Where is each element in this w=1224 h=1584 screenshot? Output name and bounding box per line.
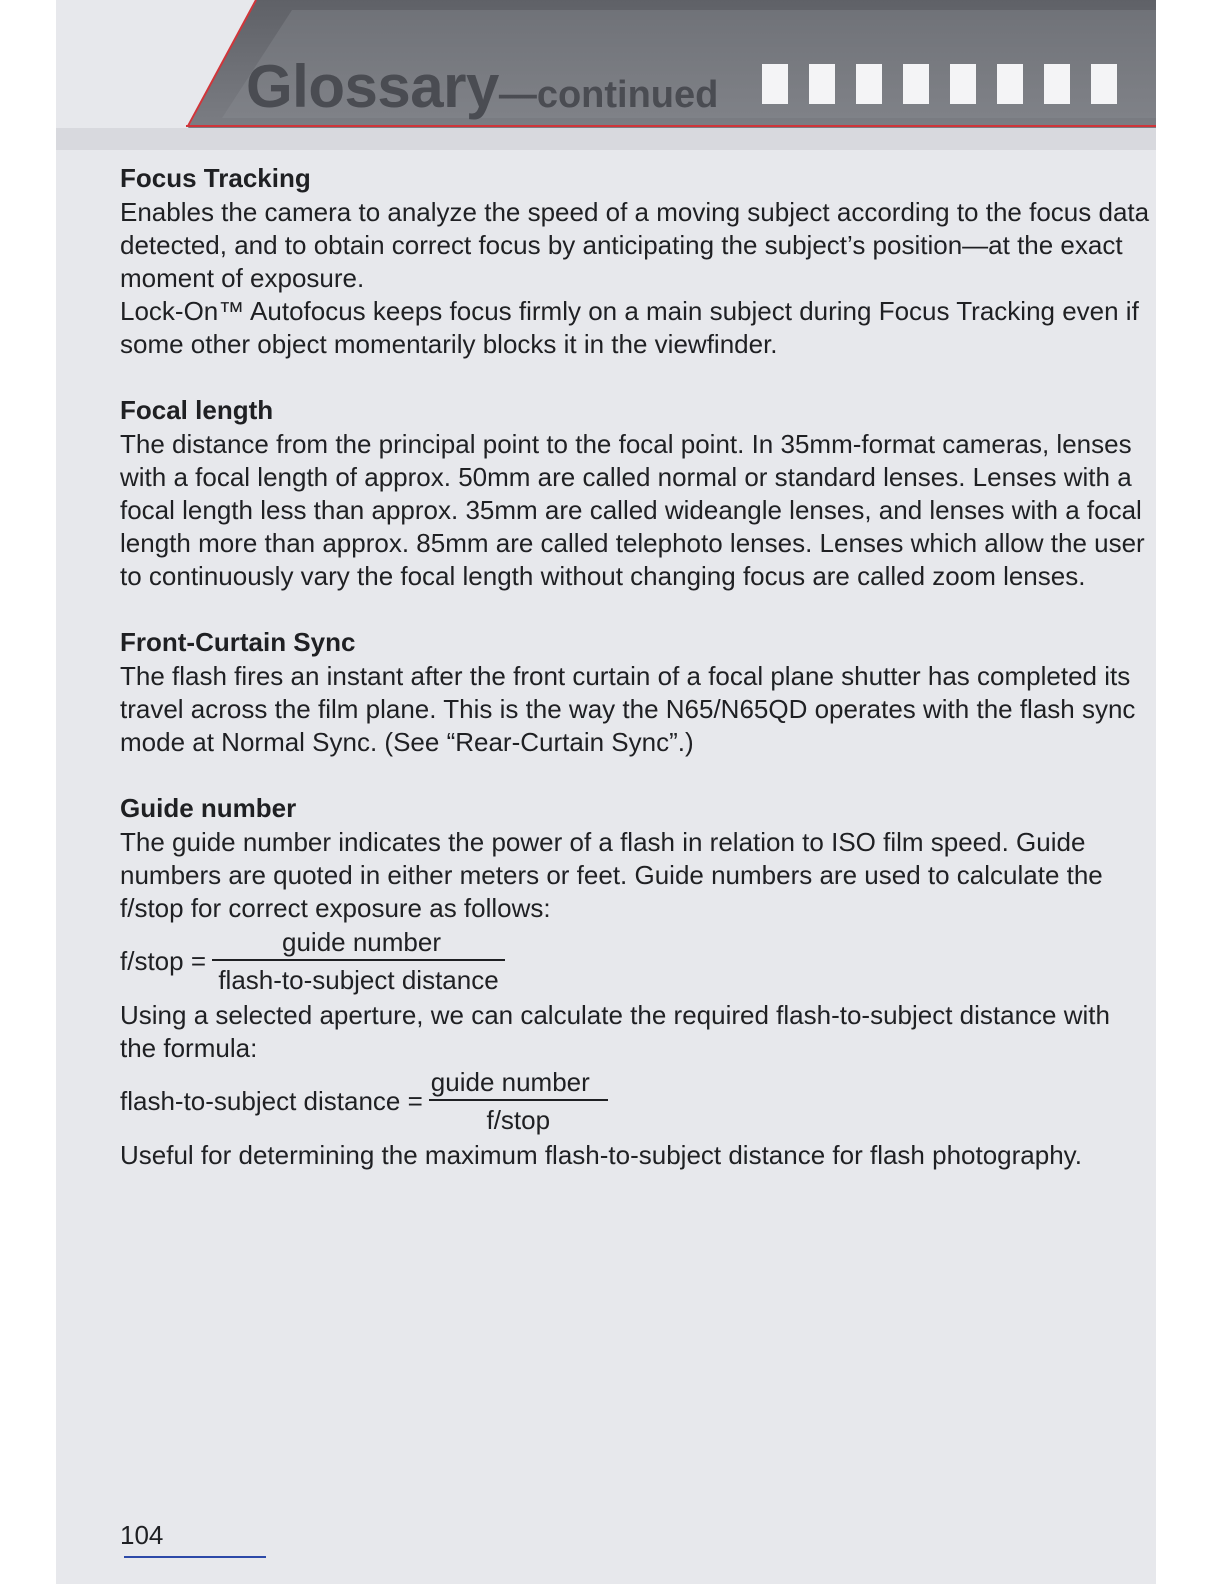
definition-paragraph: The guide number indicates the power of a flash in relation to ISO film speed. Guide numbers are quoted in either meters or feet. Guide numbers are used to calculate the f/stop for correct exposure as follows: (120, 827, 1103, 923)
glossary-entry-front-curtain-sync (120, 624, 1150, 759)
glossary-entry-focal-length (120, 392, 1150, 593)
page-title (246, 52, 718, 121)
header-block (903, 64, 929, 104)
header-block (762, 64, 788, 104)
header-block (1091, 64, 1117, 104)
definition-paragraph: Lock-On™ Autofocus keeps focus firmly on a main subject during Focus Tracking even if some other object momentarily blocks it in the viewfinder. (120, 296, 1139, 359)
formula-denominator: flash-to-subject distance (218, 965, 499, 995)
formula-fraction (429, 1067, 608, 1135)
header-banner (56, 0, 1156, 150)
formula-denominator: f/stop (486, 1105, 551, 1135)
definition-paragraph: Using a selected aperture, we can calculate the required flash-to-subject distance with the formula: (120, 1000, 1110, 1063)
term-heading: Focus Tracking (120, 163, 311, 193)
formula-lhs: f/stop = (120, 945, 206, 976)
term-heading: Guide number (120, 793, 297, 823)
definition-paragraph: The distance from the principal point to the focal point. In 35mm-format cameras, lenses with a focal length of approx. 50mm are called normal or standard lenses. Lenses with a focal length less than approx. 35mm are called wideangle lenses, and lenses with a focal length more than approx. 85mm are called telephoto lenses. Lenses which allow the user to continuously vary the focal length without changing focus are called zoom lenses. (120, 429, 1145, 591)
formula-distance (120, 1067, 1150, 1135)
definition-paragraph: Enables the camera to analyze the speed of a moving subject according to the focus data detected, and to obtain correct focus by anticipating the subject’s position—at the exact moment of exposure. (120, 197, 1150, 293)
glossary-entry-guide-number (120, 790, 1150, 1172)
glossary-content (120, 160, 1150, 1203)
banner-lower-strip (56, 128, 1156, 150)
formula-fraction (212, 927, 505, 995)
formula-numerator: guide number (429, 1067, 608, 1101)
formula-lhs: flash-to-subject distance = (120, 1085, 423, 1116)
glossary-entry-focus-tracking (120, 160, 1150, 361)
formula-numerator: guide number (212, 927, 505, 961)
term-heading: Front-Curtain Sync (120, 627, 356, 657)
definition-paragraph: Useful for determining the maximum flash-to-subject distance for flash photography. (120, 1140, 1082, 1170)
definition-paragraph: The flash fires an instant after the front curtain of a focal plane shutter has completed its travel across the film plane. This is the way the N65/N65QD operates with the flash sync mode at Normal Sync. (See “Rear-Curtain Sync”.) (120, 661, 1136, 757)
page-title-main: Glossary (246, 53, 499, 120)
header-blocks (762, 64, 1117, 104)
manual-page (56, 0, 1156, 1584)
page-number: 104 (120, 1520, 164, 1550)
term-heading: Focal length (120, 395, 274, 425)
header-block (856, 64, 882, 104)
page-title-continued: —continued (498, 74, 719, 116)
page-number-underline (124, 1556, 266, 1558)
header-block (950, 64, 976, 104)
formula-fstop (120, 927, 1150, 995)
header-block (997, 64, 1023, 104)
header-block (809, 64, 835, 104)
header-block (1044, 64, 1070, 104)
